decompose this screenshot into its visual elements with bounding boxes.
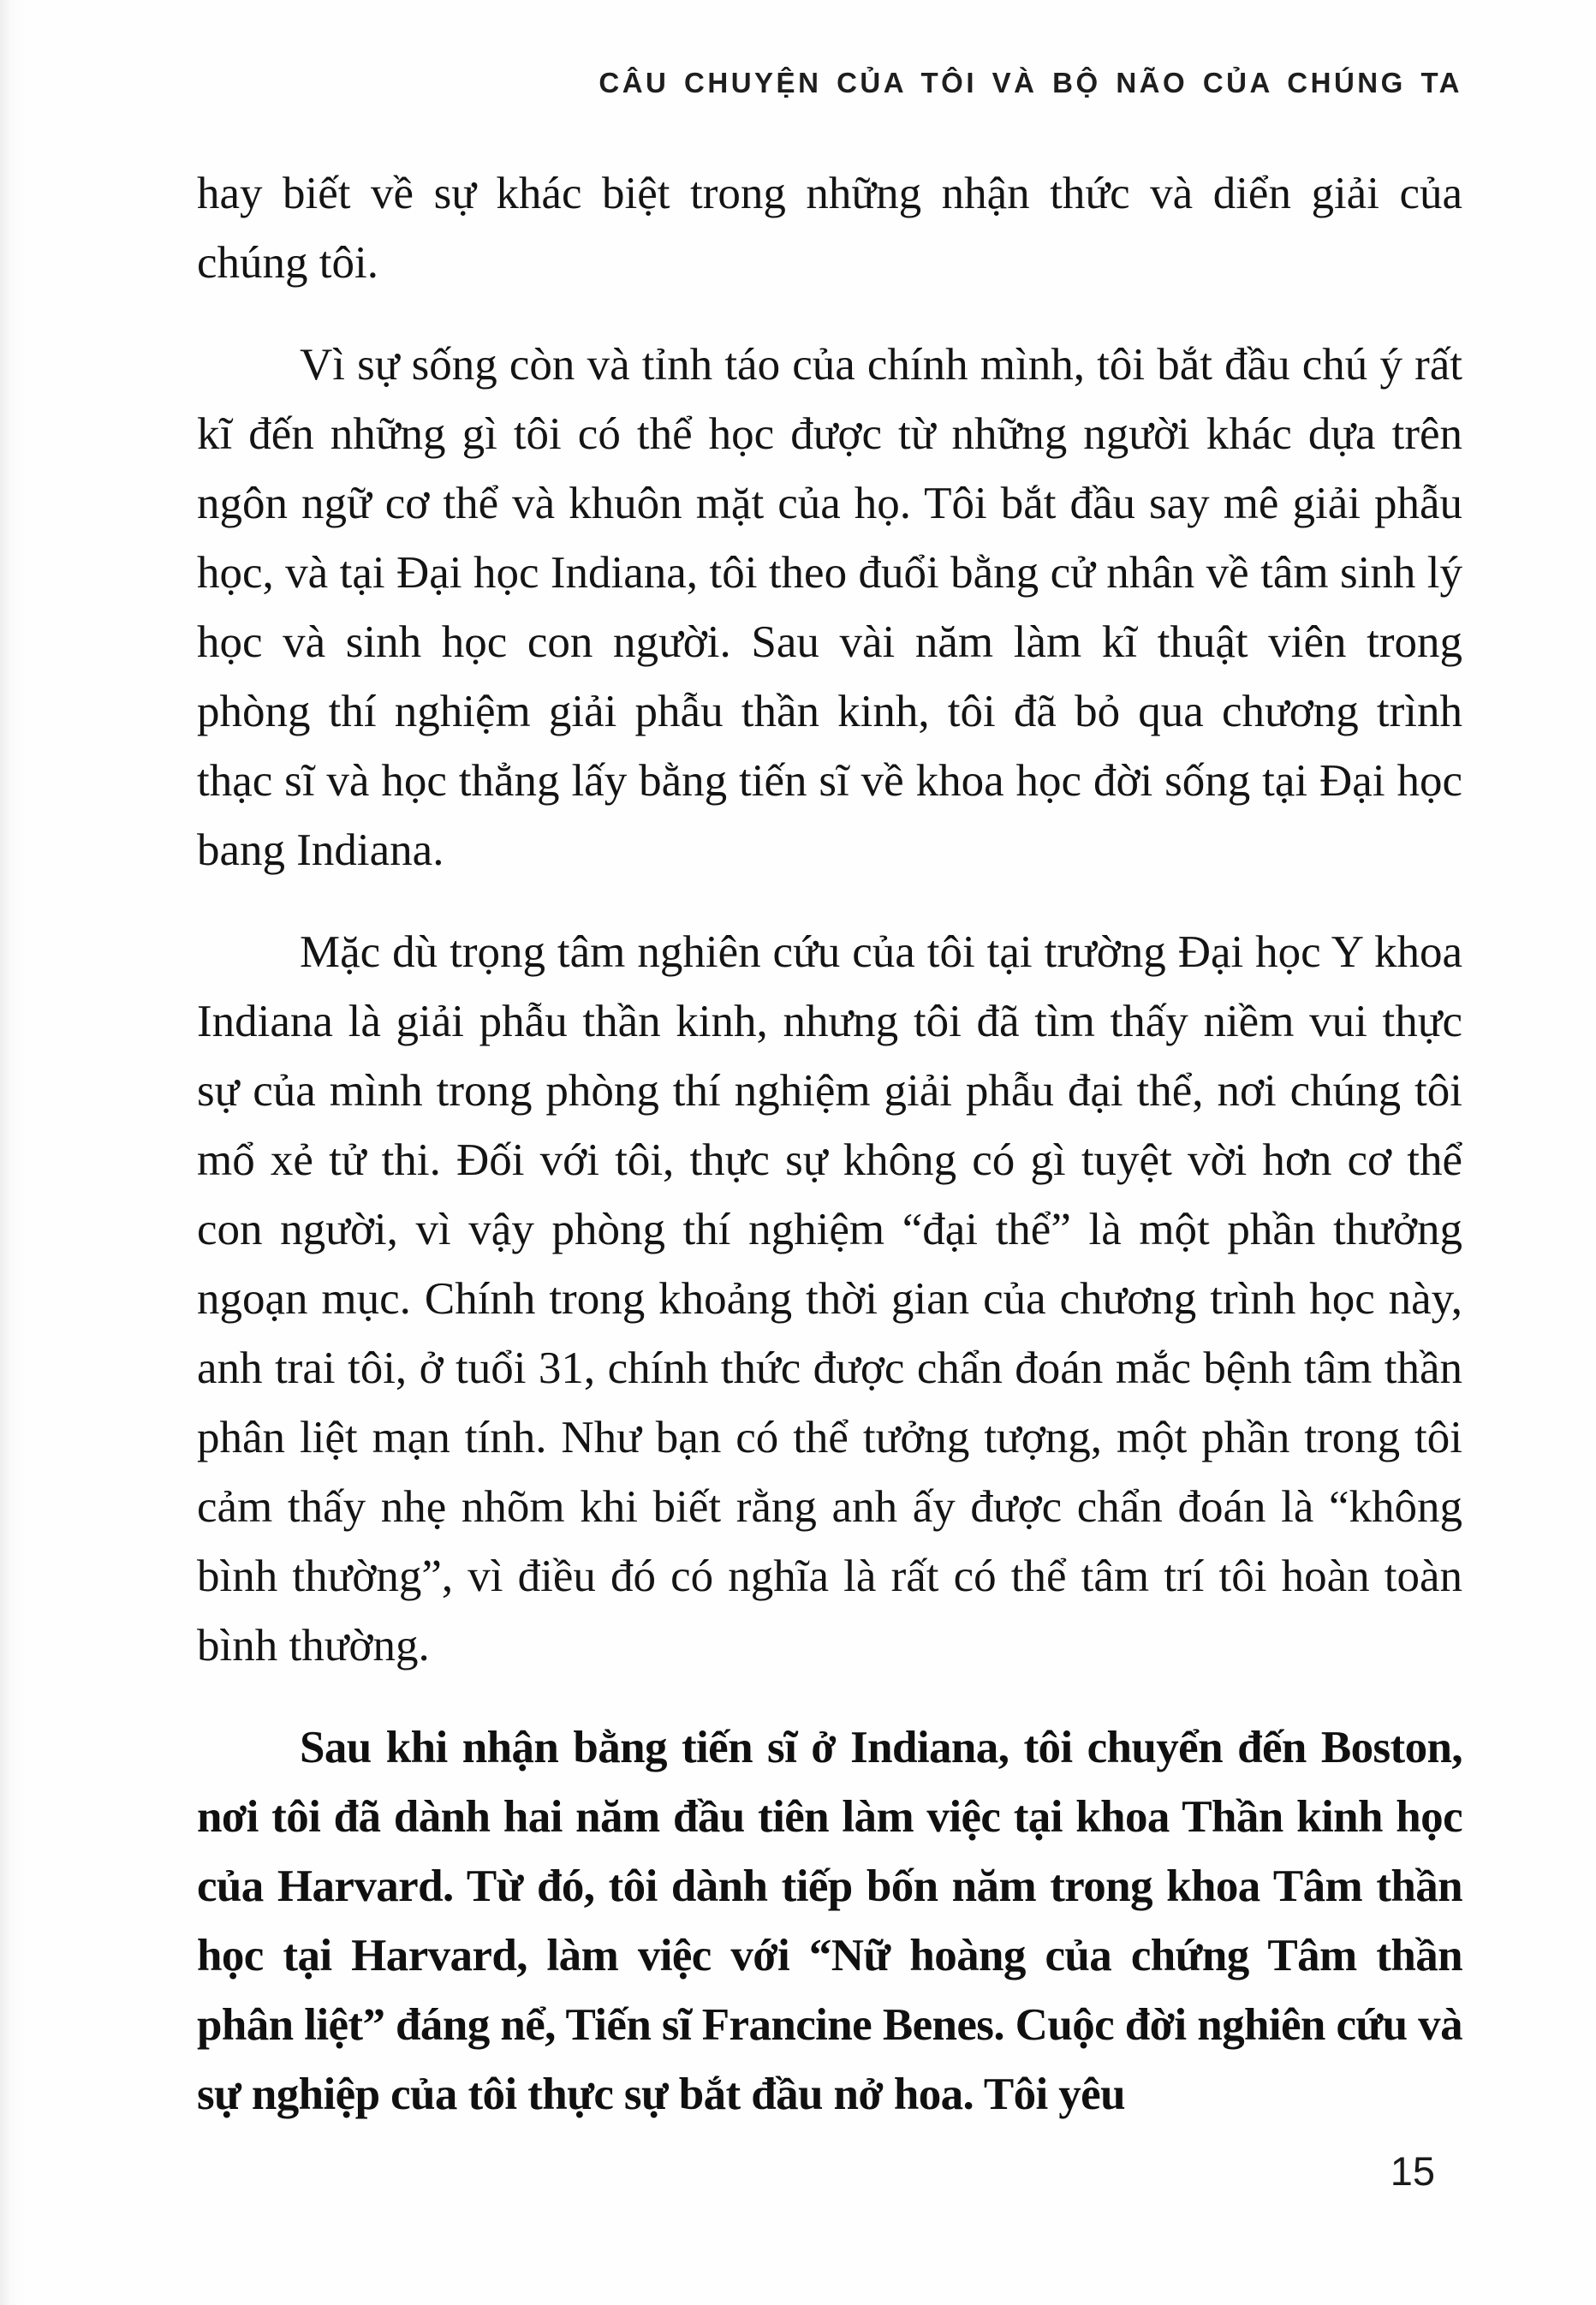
page-number: 15	[1390, 2148, 1435, 2194]
body-text	[197, 159, 1462, 2129]
running-header-title: CÂU CHUYỆN CỦA TÔI VÀ BỘ NÃO CỦA CHÚNG TA	[598, 67, 1462, 98]
paragraph: Mặc dù trọng tâm nghiên cứu của tôi tại trường Đại học Y khoa Indiana là giải phẫu thần kinh, nhưng tôi đã tìm thấy niềm vui thực sự của mình trong phòng thí nghiệm giải phẫu đại thể, nơi chúng tôi mổ xẻ tử thi. Đối với tôi, thực sự không có gì tuyệt vời hơn cơ thể con người, vì vậy phòng thí nghiệm “đại thể” là một phần thưởng ngoạn mục. Chính trong khoảng thời gian của chương trình học này, anh trai tôi, ở tuổi 31, chính thức được chẩn đoán mắc bệnh tâm thần phân liệt mạn tính. Như bạn có thể tưởng tượng, một phần trong tôi cảm thấy nhẹ nhõm khi biết rằng anh ấy được chẩn đoán là “không bình thường”, vì điều đó có nghĩa là rất có thể tâm trí tôi hoàn toàn bình thường.	[197, 927, 1462, 1671]
running-header	[197, 67, 1462, 99]
paragraph: Sau khi nhận bằng tiến sĩ ở Indiana, tôi chuyển đến Boston, nơi tôi đã dành hai năm đầu tiên làm việc tại khoa Thần kinh học của Harvard. Từ đó, tôi dành tiếp bốn năm trong khoa Tâm thần học tại Harvard, làm việc với “Nữ hoàng của chứng Tâm thần phân liệt” đáng nể, Tiến sĩ Francine Benes. Cuộc đời nghiên cứu và sự nghiệp của tôi thực sự bắt đầu nở hoa. Tôi yêu	[197, 1723, 1462, 2119]
paragraph: Vì sự sống còn và tỉnh táo của chính mình, tôi bắt đầu chú ý rất kĩ đến những gì tôi có thể học được từ những người khác dựa trên ngôn ngữ cơ thể và khuôn mặt của họ. Tôi bắt đầu say mê giải phẫu học, và tại Đại học Indiana, tôi theo đuổi bằng cử nhân về tâm sinh lý học và sinh học con người. Sau vài năm làm kĩ thuật viên trong phòng thí nghiệm giải phẫu thần kinh, tôi đã bỏ qua chương trình thạc sĩ và học thẳng lấy bằng tiến sĩ về khoa học đời sống tại Đại học bang Indiana.	[197, 340, 1462, 875]
paragraph: hay biết về sự khác biệt trong những nhận thức và diển giải của chúng tôi.	[197, 169, 1462, 288]
